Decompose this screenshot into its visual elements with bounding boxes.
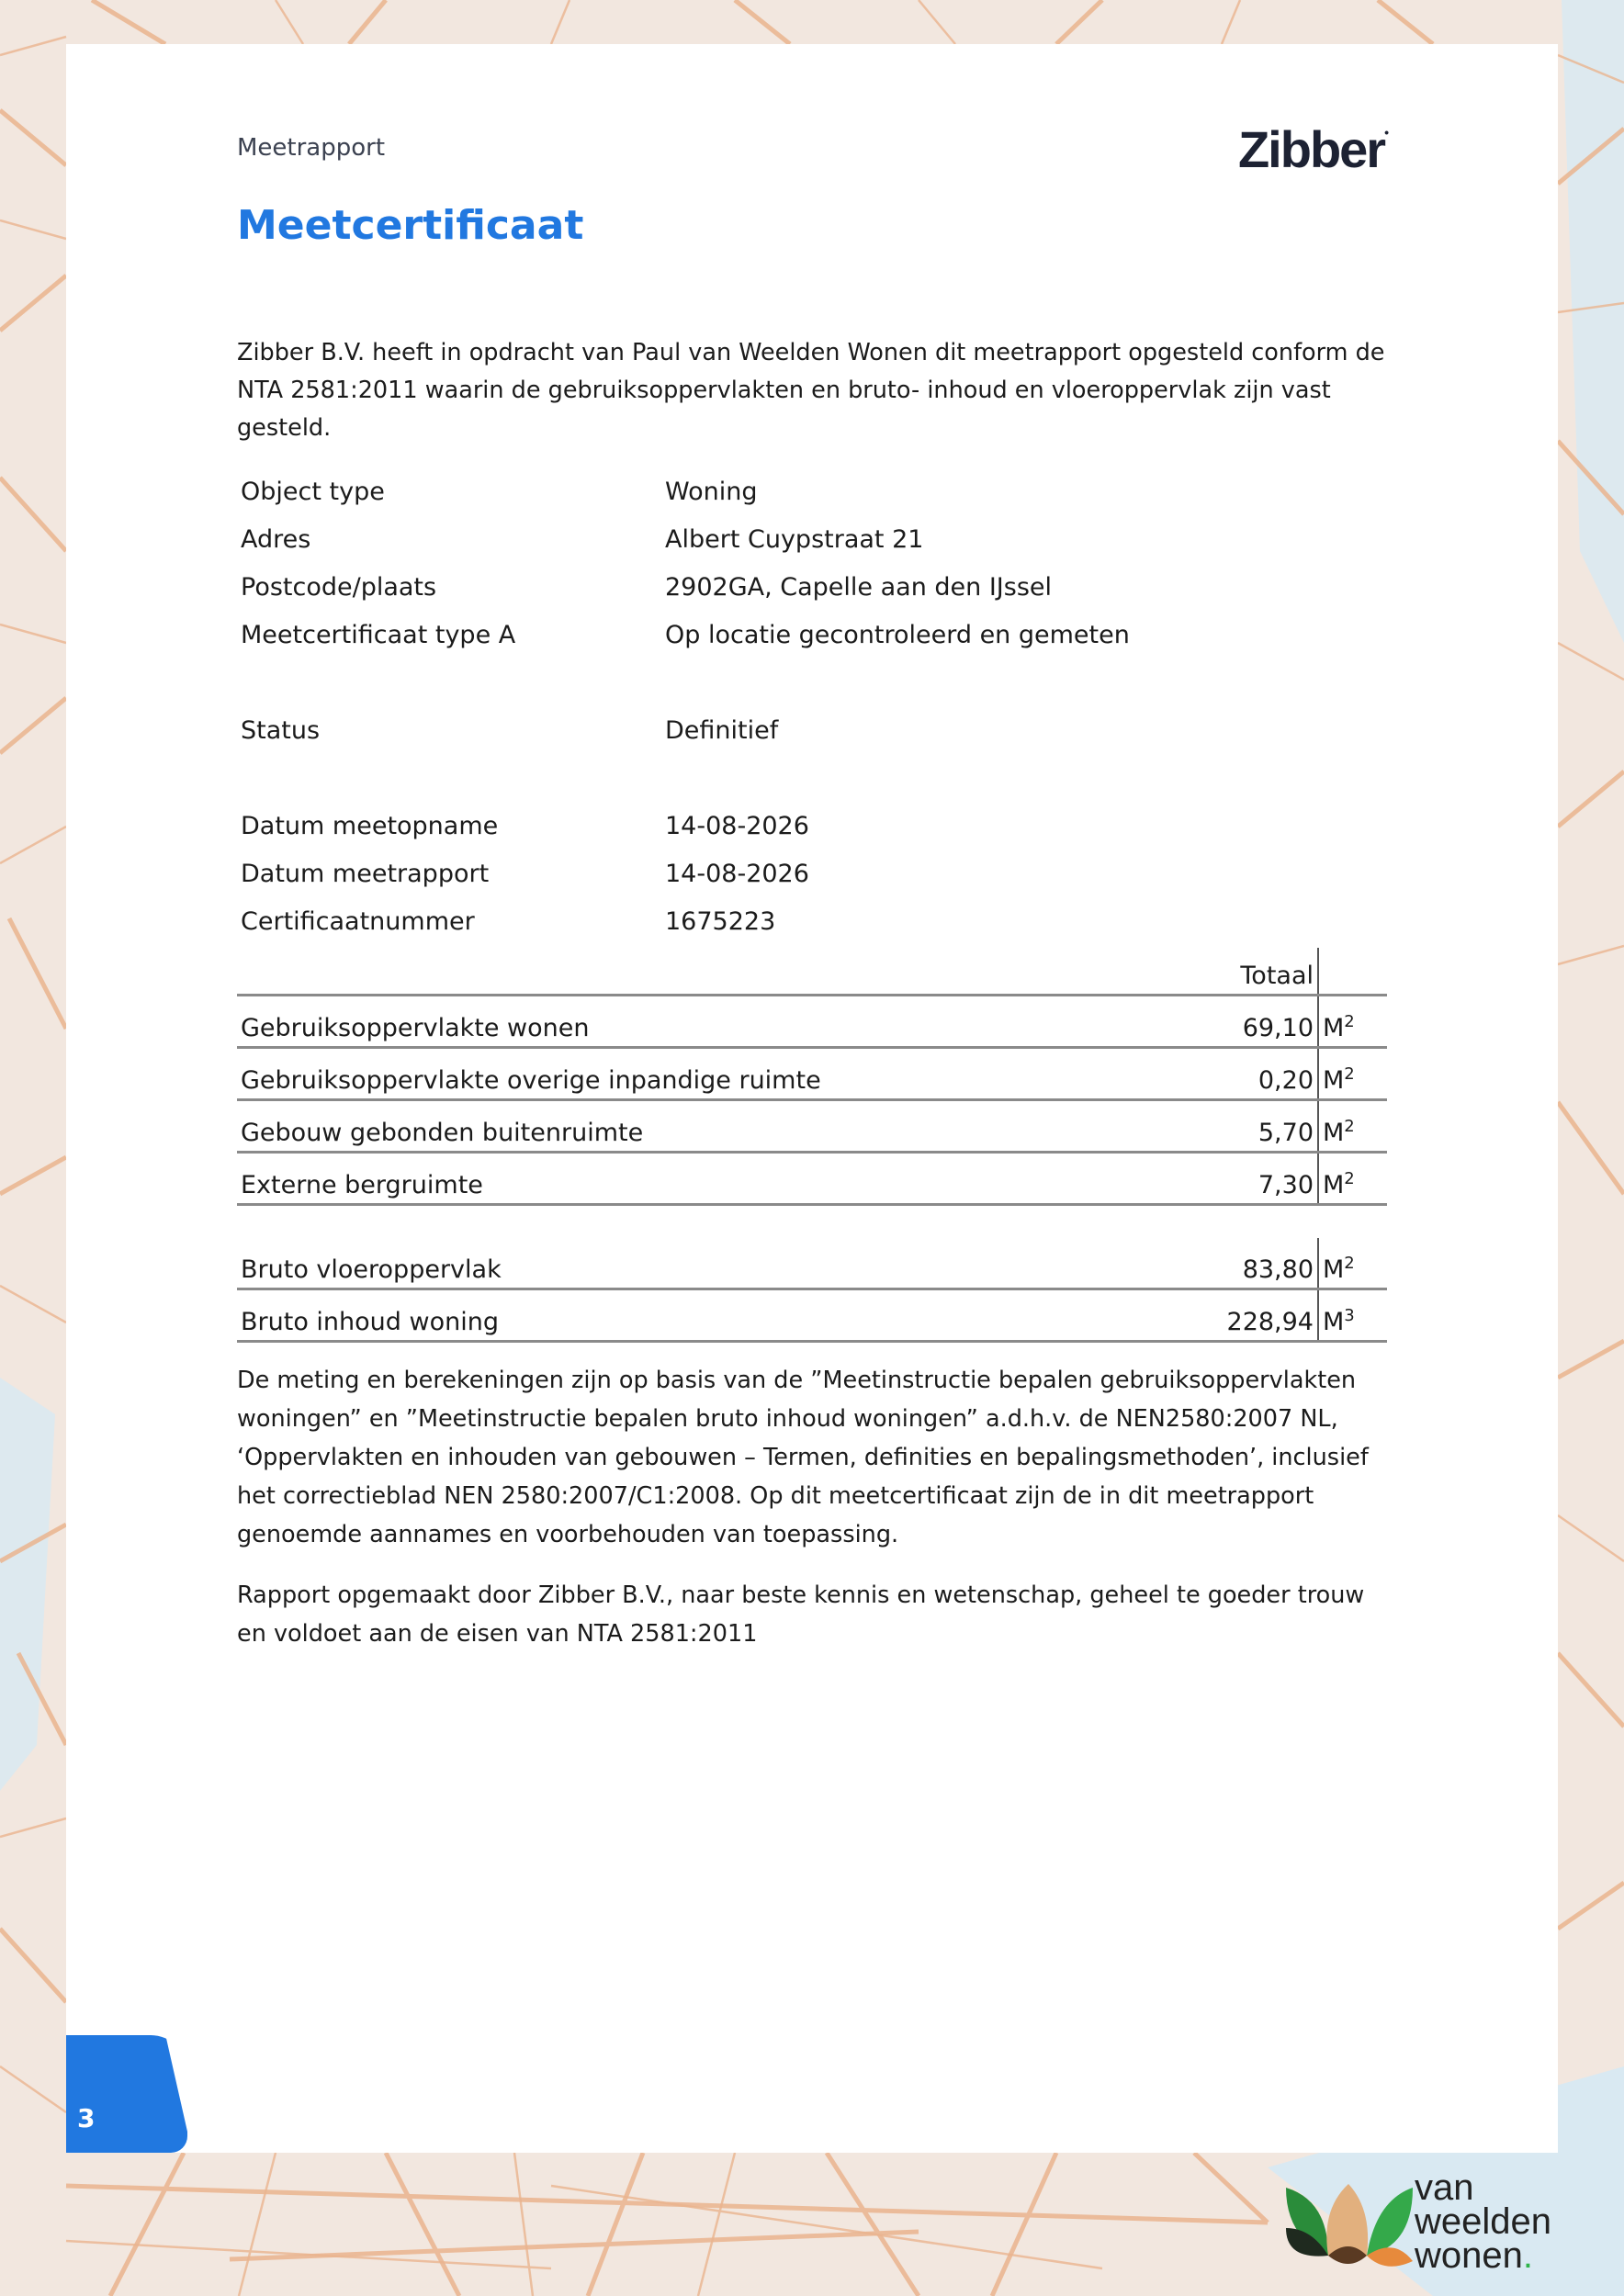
row-value: 5,70	[1176, 1100, 1318, 1153]
row-value: 69,10	[1176, 996, 1318, 1048]
info-label: Status	[241, 716, 321, 745]
row-value: 228,94	[1176, 1289, 1318, 1342]
info-value: Definitief	[665, 716, 779, 745]
info-label: Adres	[241, 525, 311, 554]
row-value: 0,20	[1176, 1048, 1318, 1100]
row-unit: $M^2$	[1318, 1238, 1387, 1289]
row-unit: $M^2$	[1318, 1048, 1387, 1100]
info-value: Woning	[665, 478, 758, 506]
info-value: Albert Cuypstraat 21	[665, 525, 924, 554]
row-unit: $M^3$	[1318, 1289, 1387, 1342]
table-row	[237, 1238, 1387, 1289]
page-number-badge	[66, 2035, 187, 2153]
bruto-table	[237, 1238, 1387, 1343]
document-page	[66, 44, 1558, 2153]
info-value: 14-08-2026	[665, 812, 809, 840]
row-unit: $M^2$	[1318, 996, 1387, 1048]
row-label: Bruto inhoud woning	[237, 1289, 1176, 1342]
info-value: 1675223	[665, 907, 776, 936]
closing-paragraph: Rapport opgemaakt door Zibber B.V., naar beste kennis en wetenschap, geheel te goeder trouw en voldoet aan de eisen van NTA 2581:2011	[237, 1581, 1365, 1648]
info-value: 14-08-2026	[665, 860, 809, 888]
info-label: Object type	[241, 478, 385, 506]
info-label: Datum meetopname	[241, 812, 499, 840]
table-row	[237, 1289, 1387, 1342]
info-label: Certificaatnummer	[241, 907, 475, 936]
row-unit: $M^2$	[1318, 1100, 1387, 1153]
row-label: Gebouw gebonden buitenruimte	[237, 1100, 1176, 1153]
info-value: 2902GA, Capelle aan den IJssel	[665, 573, 1053, 602]
page-title: Meetcertificaat	[237, 202, 584, 249]
info-label: Datum meetrapport	[241, 860, 490, 888]
table-row	[237, 1048, 1387, 1100]
info-label: Postcode/plaats	[241, 573, 437, 602]
table-row	[237, 1100, 1387, 1153]
methodology-paragraph: De meting en berekeningen zijn op basis van de ”Meetinstructie bepalen gebruiksoppervlakten woningen” en ”Meetinstructie bepalen bruto inhoud woningen” a.d.h.v. de NEN2580:2007 NL, ‘Oppervlakten en inhouden van gebouwen – Termen, definities en bepalingsmethoden’, inclusief het correctieblad NEN 2580:2007/C1:2008. Op dit meetcertificaat zijn de in dit meetrapport genoemde aannames en voorbehouden van toepassing.	[237, 1367, 1369, 1548]
row-label: Gebruiksoppervlakte wonen	[237, 996, 1176, 1048]
row-label: Bruto vloeroppervlak	[237, 1238, 1176, 1289]
area-table	[237, 948, 1387, 1206]
table-row	[237, 996, 1387, 1048]
column-header-totaal: Totaal	[1176, 948, 1318, 996]
table-header-row	[237, 948, 1387, 996]
info-label: Meetcertificaat type A	[241, 621, 516, 649]
van-weelden-wonen-logo-text: van weelden wonen.	[1415, 2167, 1552, 2276]
page-number: 3	[77, 2103, 96, 2133]
row-label: Externe bergruimte	[237, 1153, 1176, 1205]
info-value: Op locatie gecontroleerd en gemeten	[665, 621, 1130, 649]
row-unit: $M^2$	[1318, 1153, 1387, 1205]
header-label: Meetrapport	[237, 134, 386, 162]
row-value: 83,80	[1176, 1238, 1318, 1289]
row-value: 7,30	[1176, 1153, 1318, 1205]
row-label: Gebruiksoppervlakte overige inpandige ruimte	[237, 1048, 1176, 1100]
zibber-logo: Zibber•	[1237, 120, 1387, 178]
table-row	[237, 1153, 1387, 1205]
intro-paragraph: Zibber B.V. heeft in opdracht van Paul van Weelden Wonen dit meetrapport opgesteld conform de NTA 2581:2011 waarin de gebruiksoppervlakten en bruto- inhoud en vloeroppervlak zijn vast gesteld.	[237, 339, 1385, 442]
